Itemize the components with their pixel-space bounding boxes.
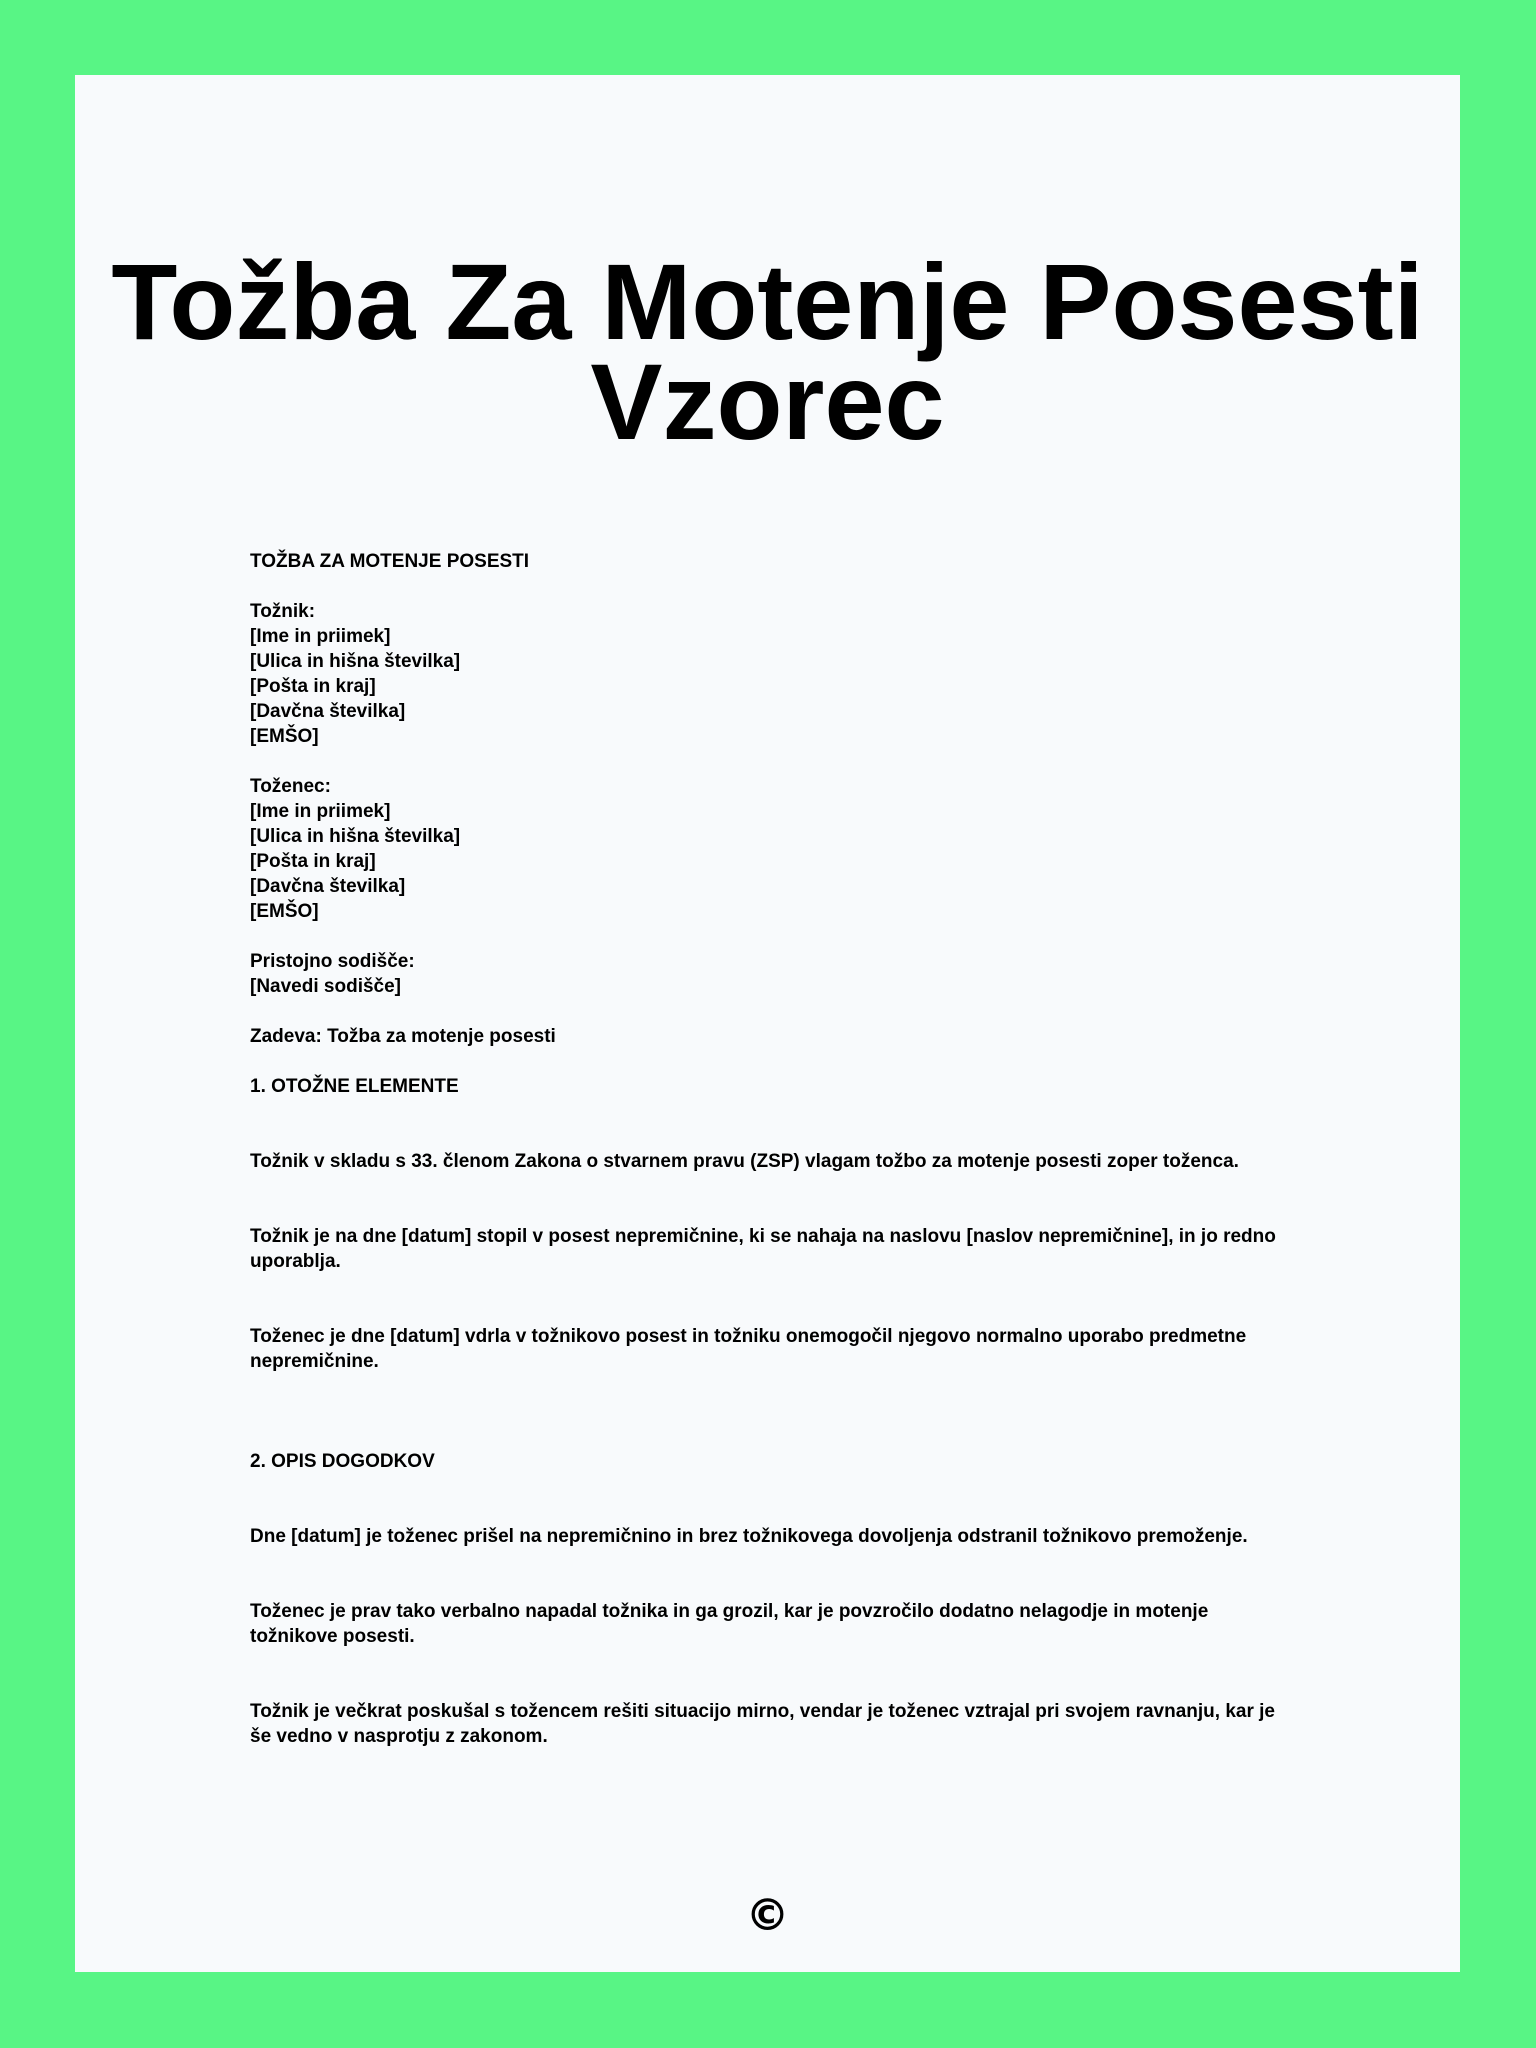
section-1-paragraph: Toženec je dne [datum] vdrla v tožnikovo posest in tožniku onemogočil njegovo normalno uporabo predmetne nepremičnine. <box>250 1326 1247 1372</box>
title-line-1: Tožba Za Motenje Posesti <box>111 241 1424 362</box>
defendant-emso: [EMŠO] <box>250 901 319 922</box>
plaintiff-block <box>250 599 1290 749</box>
copyright-icon: © <box>745 1890 790 1941</box>
section-2-heading: 2. OPIS DOGODKOV <box>250 1451 435 1472</box>
title-line-2: Vzorec <box>590 341 945 462</box>
defendant-post: [Pošta in kraj] <box>250 851 376 872</box>
page-title <box>75 241 1460 462</box>
section-1-heading: 1. OTOŽNE ELEMENTE <box>250 1076 459 1097</box>
plaintiff-label: Tožnik: <box>250 601 316 622</box>
plaintiff-name: [Ime in priimek] <box>250 626 391 647</box>
defendant-block <box>250 774 1290 924</box>
plaintiff-post: [Pošta in kraj] <box>250 676 376 697</box>
section-2-paragraph: Dne [datum] je toženec prišel na nepremičnino in brez tožnikovega dovoljenja odstranil tožnikovo premoženje. <box>250 1526 1248 1547</box>
plaintiff-tax-number: [Davčna številka] <box>250 701 406 722</box>
defendant-street: [Ulica in hišna številka] <box>250 826 461 847</box>
defendant-label: Toženec: <box>250 776 331 797</box>
plaintiff-emso: [EMŠO] <box>250 726 319 747</box>
section-2-paragraph: Toženec je prav tako verbalno napadal tožnika in ga grozil, kar je povzročilo dodatno nelagodje in motenje tožnikove posesti. <box>250 1601 1209 1647</box>
court-value: [Navedi sodišče] <box>250 976 401 997</box>
defendant-name: [Ime in priimek] <box>250 801 391 822</box>
subject-line: Zadeva: Tožba za motenje posesti <box>250 1026 556 1047</box>
document-page <box>75 75 1460 1972</box>
section-1-paragraph: Tožnik je na dne [datum] stopil v posest nepremičnine, ki se nahaja na naslovu [naslov nepremičnine], in jo redno uporablja. <box>250 1226 1276 1272</box>
plaintiff-street: [Ulica in hišna številka] <box>250 651 461 672</box>
defendant-tax-number: [Davčna številka] <box>250 876 406 897</box>
section-1-paragraph: Tožnik v skladu s 33. členom Zakona o stvarnem pravu (ZSP) vlagam tožbo za motenje posesti zoper toženca. <box>250 1151 1239 1172</box>
court-label: Pristojno sodišče: <box>250 951 415 972</box>
document-heading: TOŽBA ZA MOTENJE POSESTI <box>250 551 530 572</box>
court-block <box>250 949 1290 999</box>
section-2-paragraph: Tožnik je večkrat poskušal s tožencem rešiti situacijo mirno, vendar je toženec vztrajal pri svojem ravnanju, kar je še vedno v nasprotju z zakonom. <box>250 1701 1275 1747</box>
document-body <box>250 549 1290 1749</box>
